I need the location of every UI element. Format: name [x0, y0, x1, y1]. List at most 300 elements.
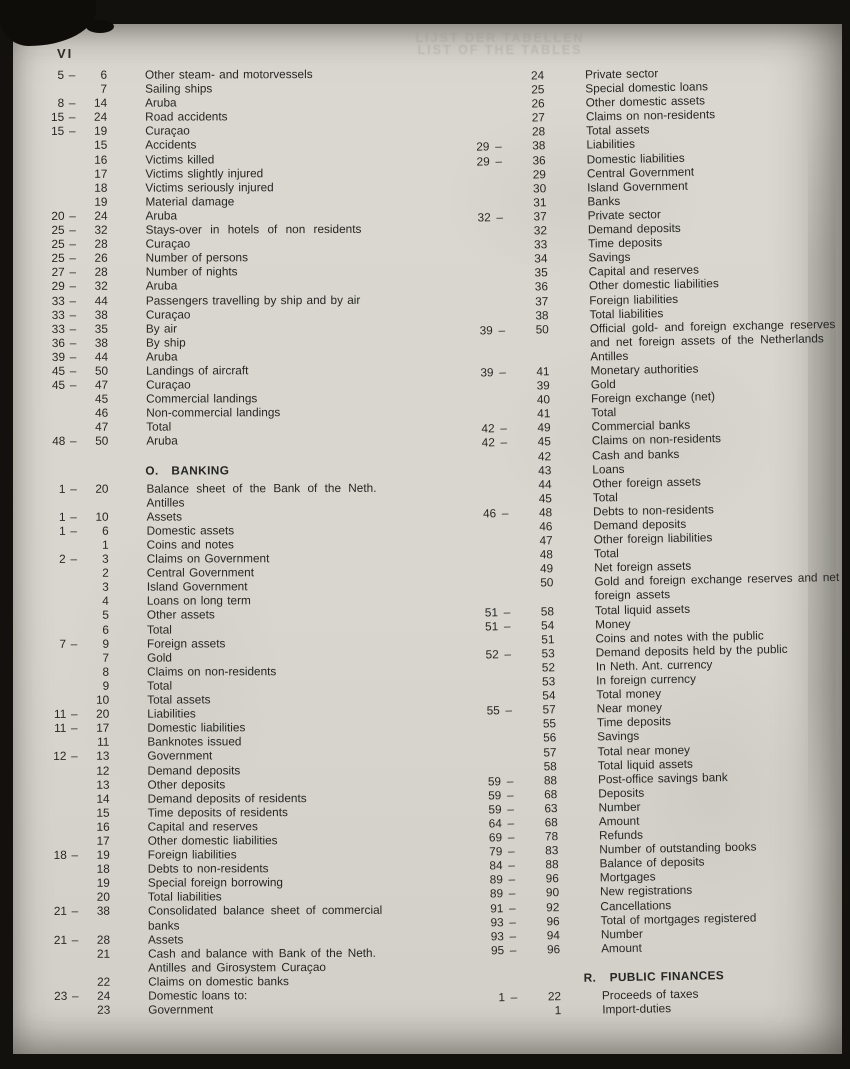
entry-label: Number of outstanding books [599, 839, 757, 857]
toc-entry [39, 433, 459, 449]
entry-number-start: 45 [51, 377, 66, 393]
section-header [145, 462, 459, 477]
toc-entry [40, 649, 460, 665]
toc-entry [40, 537, 460, 553]
entry-label: Post-office savings bank [597, 769, 728, 787]
entry-number-end: 44 [94, 293, 108, 308]
entry-label: Central Government [146, 565, 255, 580]
entry-number-start: 33 [51, 293, 65, 308]
entry-number-end: 63 [544, 801, 558, 816]
toc-entry [40, 551, 460, 567]
toc-entry [41, 790, 461, 806]
toc-entry [41, 889, 461, 905]
entry-number-end: 24 [97, 988, 111, 1003]
entry-number-start [463, 644, 499, 645]
entry-number-start [461, 574, 497, 575]
entry-number-end: 57 [543, 744, 557, 759]
toc-entry [40, 692, 460, 708]
entry-number-start [461, 588, 497, 589]
entry-label: Other assets [146, 607, 215, 623]
entry-label: Debts to non-residents [147, 861, 269, 876]
entry-number-end: 36 [534, 279, 549, 294]
entry-label: Import-duties [602, 1001, 672, 1017]
entry-number-start [460, 489, 496, 490]
toc-entry [38, 165, 458, 181]
entry-number-end: 94 [546, 927, 560, 943]
entry-label: Proceeds of taxes [601, 986, 699, 1003]
entry-number-dash: – [70, 481, 77, 496]
entry-label: Total [146, 622, 172, 637]
entry-number-dash: – [69, 251, 76, 266]
entry-number-end: 50 [540, 575, 554, 590]
entry-number-start [456, 278, 492, 279]
entry-label: Cancellations [600, 897, 672, 913]
entry-number-start [465, 771, 501, 772]
entry-number-end: 14 [93, 95, 108, 110]
entry-number-end: 35 [534, 265, 548, 280]
entry-number-dash: – [507, 844, 515, 859]
entry-number-dash: – [509, 914, 517, 929]
toc-entry [38, 123, 458, 139]
toc-entry [39, 278, 459, 294]
entry-number-start [456, 306, 492, 307]
entry-label: Private sector [587, 207, 661, 223]
entry-number-start: 52 [485, 647, 499, 662]
entry-number-end: 20 [96, 890, 110, 905]
entry-number-start: 42 [481, 421, 495, 436]
entry-number-dash: – [509, 928, 517, 943]
entry-number-start [458, 419, 494, 420]
entry-number-dash: – [68, 124, 76, 139]
entry-number-dash: – [499, 365, 506, 380]
entry-number-start: 55 [486, 703, 500, 718]
entry-label: Curaçao [145, 123, 190, 139]
entry-number-end: 45 [537, 434, 551, 449]
entry-label: Total assets [586, 122, 650, 138]
entry-number-dash: – [505, 703, 513, 718]
entry-number-end: 49 [537, 420, 551, 435]
entry-label: Stays-over in hotels of non residents [145, 221, 362, 237]
entry-label: Foreign assets [146, 636, 226, 651]
page-number: VI [57, 46, 74, 61]
toc-entry [39, 391, 459, 407]
entry-number-start [458, 390, 494, 391]
entry-number-dash: – [500, 435, 508, 450]
entry-number-end: 50 [94, 363, 109, 378]
entry-number-dash: – [69, 236, 76, 252]
entry-label: Total assets [147, 692, 211, 707]
entry-number-start: 11 [53, 707, 67, 722]
entry-number-dash: – [69, 279, 77, 294]
scanned-page-paper [13, 24, 842, 1054]
entry-number-start: 33 [51, 307, 65, 322]
entry-label: Coins and notes with the public [595, 628, 764, 646]
toc-entry [38, 137, 458, 153]
right-column [452, 62, 850, 1019]
entry-number-end: 20 [95, 481, 109, 496]
entry-label: Total money [596, 686, 662, 702]
entry-number-end: 88 [543, 772, 558, 788]
entry-number-end: 45 [95, 391, 109, 406]
entry-label: Deposits [598, 785, 645, 801]
entry-number-start [453, 109, 489, 110]
entry-label: Refunds [598, 827, 644, 843]
toc-entry [41, 973, 461, 989]
entry-number-start: 51 [484, 618, 499, 634]
entry-number-end: 4 [102, 594, 109, 609]
entry-number-dash: – [69, 363, 77, 378]
entry-label: Other deposits [147, 776, 226, 792]
entry-label: Commercial banks [591, 418, 691, 434]
entry-number-start: 59 [488, 802, 502, 817]
entry-label: Cash and balance with Bank of the Neth. Antilles and Girosystem Curaçao [148, 945, 376, 975]
entry-label: Aruba [145, 349, 178, 364]
entry-number-end: 92 [546, 899, 560, 914]
entry-label: Cash and banks [591, 446, 680, 463]
toc-entry [41, 861, 461, 877]
toc-entry [39, 334, 459, 350]
toc-entry [41, 1002, 461, 1018]
entry-number-start [454, 193, 490, 194]
entry-number-start: 48 [52, 434, 66, 449]
entry-label: Special foreign borrowing [147, 875, 283, 890]
entry-label: Total liabilities [589, 305, 664, 322]
entry-number-start: 51 [484, 604, 499, 620]
entry-number-end: 32 [533, 223, 548, 238]
toc-entry [41, 818, 461, 834]
entry-label: Consolidated balance sheet of commercial banks [147, 903, 383, 933]
entry-label: Time deposits of residents [147, 804, 288, 820]
toc-entry [40, 607, 460, 623]
entry-number-end: 1 [102, 537, 109, 552]
section-header [584, 965, 850, 984]
entry-number-end: 33 [533, 237, 548, 252]
entry-number-end: 42 [537, 448, 552, 464]
toc-entry [38, 151, 458, 167]
entry-number-end: 52 [541, 660, 556, 675]
entry-label: Assets [148, 932, 184, 947]
toc-entry [41, 804, 461, 820]
entry-number-end: 41 [536, 364, 550, 379]
toc-entry [40, 621, 460, 637]
entry-number-end: 46 [539, 519, 553, 534]
entry-number-start [455, 207, 491, 208]
entry-number-start: 69 [488, 830, 503, 845]
entry-label: Balance of deposits [599, 854, 705, 871]
entry-number-end: 88 [545, 857, 559, 872]
entry-number-end: 19 [94, 194, 108, 209]
entry-label: Aruba [145, 278, 178, 294]
entry-number-start: 15 [51, 124, 65, 139]
entry-number-start: 91 [490, 900, 504, 915]
entry-number-start [463, 686, 499, 687]
entry-label: Savings [588, 249, 631, 265]
entry-label: In Neth. Ant. currency [595, 657, 713, 674]
toc-entry [457, 316, 850, 366]
entry-number-dash: – [506, 787, 514, 802]
entry-label: Total near money [597, 742, 691, 758]
toc-entry [39, 320, 459, 336]
entry-number-start [455, 249, 491, 250]
entry-number-end: 44 [94, 349, 109, 364]
entry-number-end: 45 [538, 491, 552, 506]
entry-number-end: 30 [532, 181, 547, 196]
entry-number-end: 19 [96, 876, 110, 891]
entry-label: Road accidents [145, 109, 228, 124]
entry-number-end: 96 [546, 941, 561, 957]
entry-number-dash: – [69, 321, 77, 336]
entry-label: Accidents [145, 137, 197, 153]
entry-number-end: 22 [97, 974, 111, 989]
entry-number-start [452, 94, 488, 95]
entry-number-end: 68 [544, 815, 558, 830]
entry-number-dash: – [70, 509, 77, 524]
entry-label: Savings [597, 729, 640, 744]
entry-label: Sailing ships [145, 81, 213, 96]
entry-label: Curaçao [146, 377, 191, 392]
entry-number-end: 50 [535, 321, 549, 337]
entry-label: Curaçao [145, 236, 191, 251]
entry-number-dash: – [69, 293, 77, 308]
entry-label: Victims killed [145, 151, 215, 167]
entry-number-start: 42 [481, 435, 495, 450]
entry-label: Private sector [584, 66, 659, 82]
entry-number-end: 90 [545, 885, 560, 900]
left-column [38, 67, 461, 1018]
section-letter: O. [145, 463, 159, 478]
entry-number-start: 20 [51, 208, 65, 223]
entry-number-end: 10 [95, 509, 109, 524]
entry-number-dash: – [495, 139, 502, 154]
toc-entry [40, 663, 460, 679]
entry-number-end: 18 [96, 861, 110, 876]
entry-number-start [452, 80, 488, 81]
section-title: BANKING [171, 462, 230, 478]
entry-number-end: 9 [102, 636, 110, 651]
entry-label: Victims slightly injured [145, 165, 264, 181]
entry-label: Gold [590, 377, 616, 392]
entry-number-start: 25 [51, 222, 65, 237]
entry-number-start: 1 [59, 523, 66, 538]
entry-number-end: 44 [538, 476, 552, 492]
entry-label: Total [592, 489, 618, 505]
entry-number-end: 28 [531, 124, 546, 139]
entry-number-dash: – [68, 110, 76, 125]
entry-number-end: 13 [96, 777, 110, 792]
entry-label: Other steam- and motorvessels [144, 67, 313, 82]
entry-number-end: 28 [94, 236, 108, 251]
toc-entry [39, 480, 459, 510]
entry-label: In foreign currency [596, 671, 697, 688]
entry-label: Commercial landings [146, 391, 258, 406]
entry-label: Claims on non-residents [585, 107, 716, 124]
entry-number-dash: – [70, 636, 78, 651]
toc-entry [39, 292, 459, 308]
entry-number-dash: – [504, 646, 512, 661]
entry-number-start: 15 [51, 110, 65, 125]
entry-number-start [457, 320, 493, 321]
entry-number-start [456, 292, 492, 293]
entry-number-dash: – [508, 900, 516, 915]
entry-number-end: 41 [537, 406, 551, 421]
entry-number-end: 23 [97, 1002, 111, 1017]
entry-number-start [459, 461, 495, 462]
entry-number-dash: – [507, 830, 515, 845]
entry-number-end: 3 [102, 580, 109, 595]
entry-number-end: 9 [102, 678, 110, 693]
toc-entry [41, 875, 461, 891]
entry-number-end: 1 [554, 1003, 562, 1018]
section-gap [39, 447, 459, 461]
entry-number-start: 64 [488, 816, 502, 831]
entry-label: Material damage [145, 194, 235, 209]
entry-number-dash: – [501, 505, 509, 521]
entry-label: Total liquid assets [594, 601, 691, 618]
entry-number-end: 38 [94, 307, 108, 322]
entry-label: Gold and foreign exchange reserves and net foreign assets [594, 570, 840, 603]
entry-number-end: 51 [541, 631, 555, 647]
toc-entry [40, 762, 460, 778]
toc-entry [41, 945, 461, 975]
entry-number-end: 38 [94, 335, 108, 350]
entry-number-end: 55 [542, 716, 557, 731]
entry-label: Other domestic liabilities [588, 276, 719, 293]
entry-number-end: 15 [94, 138, 108, 153]
toc-entry [39, 377, 459, 393]
entry-label: Demand deposits [587, 220, 681, 237]
entry-number-end: 43 [538, 462, 552, 478]
entry-number-end: 6 [102, 622, 109, 637]
entry-number-end: 3 [102, 551, 109, 566]
entry-label: Demand deposits [593, 516, 687, 533]
entry-label: Aruba [145, 95, 177, 110]
entry-number-dash: – [69, 434, 77, 449]
entry-label: Assets [146, 509, 182, 524]
entry-number-start: 45 [51, 363, 66, 378]
toc-entry [38, 193, 458, 209]
entry-number-dash: – [69, 222, 76, 237]
entry-label: Mortgages [599, 869, 656, 885]
toc-entry [40, 593, 460, 609]
entry-number-end: 21 [96, 946, 111, 961]
entry-number-start [464, 743, 500, 744]
entry-number-end: 7 [100, 81, 108, 96]
toc-entry [38, 109, 458, 125]
entry-number-end: 31 [533, 195, 547, 210]
entry-label: Landings of aircraft [146, 363, 249, 378]
entry-number-dash: – [508, 858, 515, 873]
entry-number-end: 2 [102, 565, 109, 580]
entry-number-end: 53 [541, 646, 555, 661]
entry-number-start [460, 503, 496, 504]
entry-number-end: 6 [100, 67, 108, 82]
entry-label: Other foreign assets [592, 474, 701, 491]
entry-number-start [458, 404, 494, 405]
entry-number-start: 21 [53, 932, 68, 947]
entry-label: Loans [592, 461, 625, 477]
toc-entry [40, 508, 460, 524]
entry-label: Near money [596, 700, 663, 716]
entry-label: Net foreign assets [594, 558, 692, 575]
entry-number-start: 93 [490, 928, 505, 944]
entry-number-end: 48 [538, 505, 553, 520]
entry-label: Special domestic loans [585, 79, 709, 96]
entry-label: By air [145, 321, 178, 336]
entry-number-end: 14 [96, 791, 110, 806]
entry-number-end: 24 [94, 110, 108, 125]
entry-number-end: 47 [539, 533, 553, 548]
entry-label: Banks [587, 193, 621, 209]
entry-number-start: 1 [58, 481, 66, 496]
entry-label: Number [600, 926, 643, 942]
entry-label: Claims on non-residents [591, 431, 722, 448]
entry-label: Domestic liabilities [586, 150, 685, 167]
entry-number-end: 40 [536, 392, 551, 407]
entry-number-dash: – [495, 153, 503, 168]
entry-number-end: 39 [536, 378, 550, 393]
entry-number-start: 29 [51, 279, 65, 294]
entry-label: Demand deposits of residents [147, 790, 307, 806]
entry-number-start: 95 [490, 943, 505, 958]
entry-number-start: 1 [498, 990, 506, 1005]
toc-entry [40, 748, 460, 764]
entry-number-start: 93 [490, 914, 504, 930]
entry-number-start: 39 [51, 349, 66, 364]
entry-number-start [453, 137, 489, 138]
entry-number-start: 59 [488, 788, 502, 803]
entry-label: Foreign liabilities [589, 291, 679, 308]
toc-entry [39, 264, 459, 280]
entry-label: Foreign liabilities [147, 847, 237, 862]
entry-label: Balance sheet of the Bank of the Neth. Antilles [146, 480, 377, 510]
entry-number-start: 59 [487, 773, 502, 789]
toc-entry [39, 348, 459, 364]
entry-number-dash: – [507, 815, 515, 831]
entry-number-start: 2 [59, 552, 66, 567]
entry-number-end: 28 [96, 932, 111, 947]
entry-number-dash: – [70, 721, 78, 736]
entry-label: Central Government [586, 164, 695, 181]
entry-number-start: 32 [477, 210, 491, 225]
entry-label: Amount [598, 813, 640, 829]
entry-number-end: 49 [539, 561, 554, 576]
entry-label: Money [595, 616, 631, 632]
entry-label: Government [148, 1002, 214, 1017]
entry-label: Non-commercial landings [146, 405, 281, 420]
entry-number-dash: – [503, 618, 511, 633]
entry-number-end: 37 [534, 293, 549, 309]
entry-number-end: 12 [96, 763, 110, 778]
entry-number-start: 8 [57, 96, 65, 111]
entry-number-dash: – [69, 307, 77, 322]
entry-number-end: 16 [96, 819, 110, 834]
entry-number-end: 29 [532, 166, 547, 182]
entry-number-end: 7 [102, 650, 110, 665]
entry-number-start: 36 [51, 335, 65, 350]
entry-number-dash: – [68, 96, 76, 111]
entry-label: Claims on domestic banks [148, 974, 289, 989]
scan-artifact-blob [86, 20, 114, 33]
entry-label: Gold [147, 650, 173, 665]
entry-number-start: 39 [480, 365, 494, 380]
entry-number-start [459, 475, 495, 476]
entry-label: Aruba [145, 208, 178, 223]
entry-label: Total liquid assets [597, 756, 693, 773]
entry-number-dash: – [68, 67, 76, 82]
entry-number-end: 5 [102, 608, 109, 623]
entry-number-start: 29 [476, 139, 490, 155]
toc-entry [41, 931, 461, 947]
